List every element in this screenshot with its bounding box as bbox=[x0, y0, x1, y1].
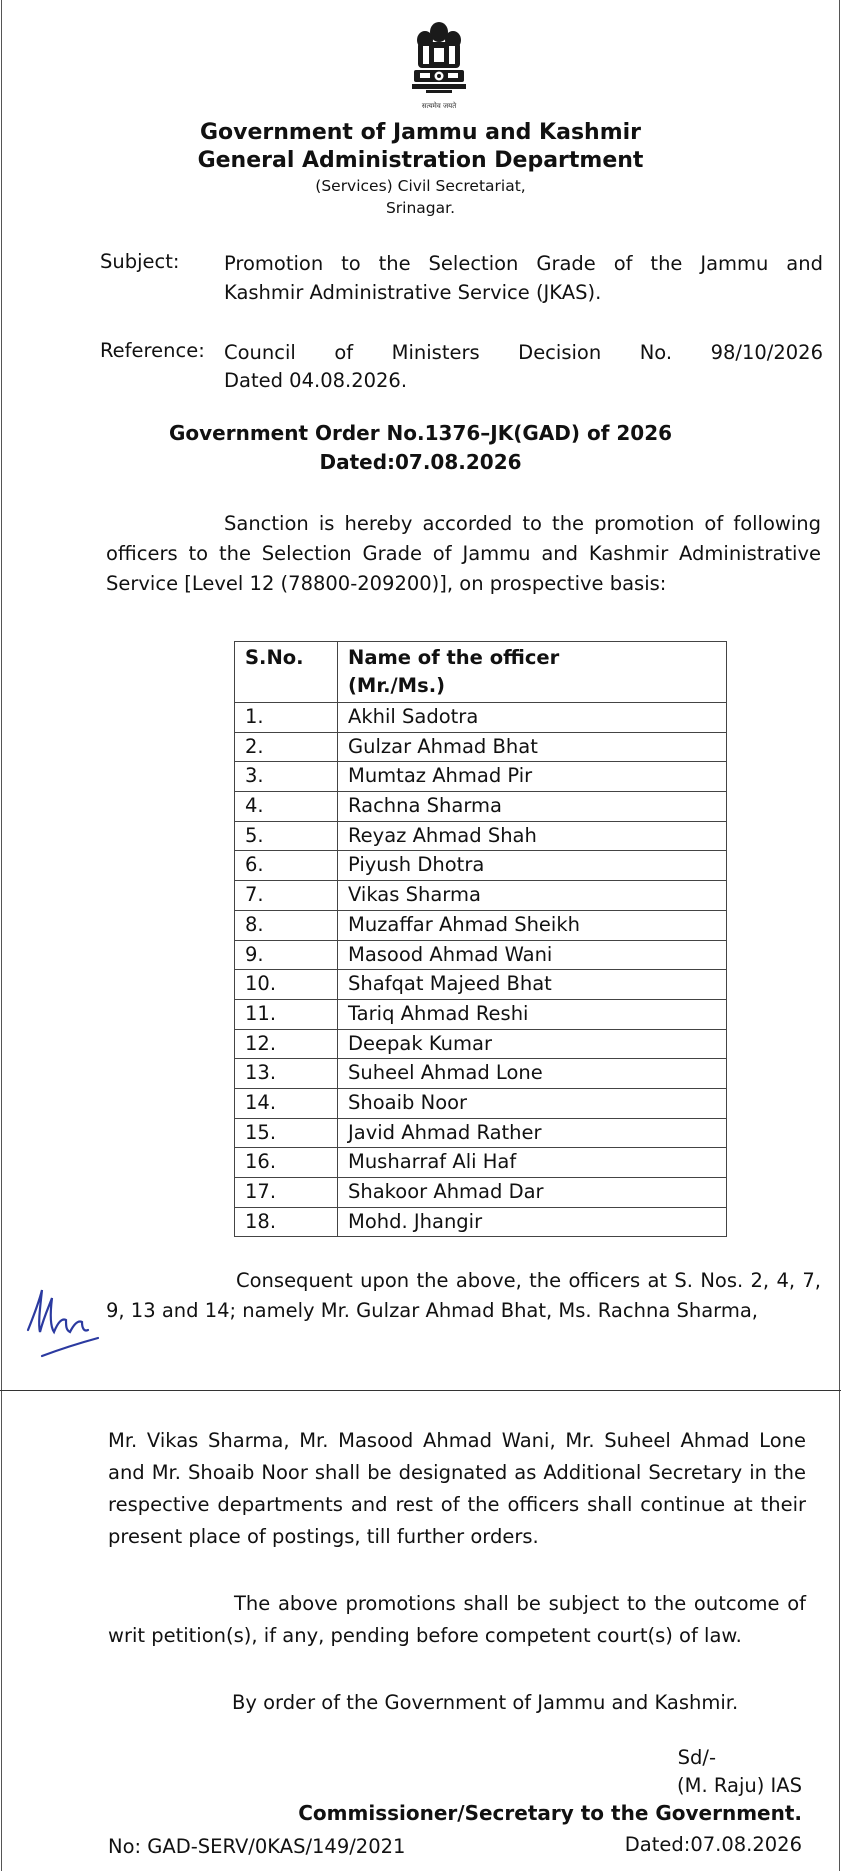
table-row bbox=[235, 940, 727, 970]
consequent-paragraph-part-2: Mr. Vikas Sharma, Mr. Masood Ahmad Wani, Mr. Suheel Ahmad Lone and Mr. Shoaib Noor shall be designated as Additional Secretary in the respective departments and rest of the officers shall continue at their present place of postings, till further orders. bbox=[108, 1429, 806, 1548]
order-title: Government Order No.1376–JK(GAD) of 2026 bbox=[168, 421, 673, 445]
table-row bbox=[235, 1148, 727, 1178]
page-edge-left bbox=[1, 0, 2, 1871]
signatory-designation: Commissioner/Secretary to the Government. bbox=[298, 1801, 802, 1825]
table-row bbox=[235, 732, 727, 762]
sno-cell: 2. bbox=[235, 732, 338, 762]
officer-name-cell: Suheel Ahmad Lone bbox=[338, 1059, 727, 1089]
officer-name-cell: Vikas Sharma bbox=[338, 881, 727, 911]
reference-line-2: Dated 04.08.2026. bbox=[224, 369, 408, 392]
government-title: Government of Jammu and Kashmir bbox=[199, 120, 642, 145]
officer-name-cell: Shakoor Ahmad Dar bbox=[338, 1178, 727, 1208]
sno-cell: 5. bbox=[235, 821, 338, 851]
reference-label: Reference: bbox=[100, 339, 205, 362]
office-name: (Services) Civil Secretariat, bbox=[315, 177, 526, 195]
officer-name-cell: Shoaib Noor bbox=[338, 1088, 727, 1118]
sno-header: S.No. bbox=[235, 642, 338, 703]
footer-date: Dated:07.08.2026 bbox=[624, 1833, 802, 1856]
name-header bbox=[338, 642, 727, 703]
sno-cell: 3. bbox=[235, 762, 338, 792]
subject-line-1: Promotion to the Selection Grade of the Jammu and bbox=[224, 252, 823, 275]
sno-cell: 18. bbox=[235, 1207, 338, 1237]
sno-cell: 16. bbox=[235, 1148, 338, 1178]
name-header-line-1: Name of the officer bbox=[348, 646, 560, 669]
officer-name-cell: Rachna Sharma bbox=[338, 792, 727, 822]
officer-name-cell: Shafqat Majeed Bhat bbox=[338, 970, 727, 1000]
sno-cell: 8. bbox=[235, 910, 338, 940]
table-row bbox=[235, 792, 727, 822]
order-number: No: GAD-SERV/0KAS/149/2021 bbox=[108, 1835, 406, 1858]
officer-name-cell: Reyaz Ahmad Shah bbox=[338, 821, 727, 851]
office-location: Srinagar. bbox=[385, 199, 456, 217]
officer-name-cell: Muzaffar Ahmad Sheikh bbox=[338, 910, 727, 940]
by-order-line: By order of the Government of Jammu and Kashmir. bbox=[232, 1691, 739, 1714]
officer-name-cell: Javid Ahmad Rather bbox=[338, 1118, 727, 1148]
sno-cell: 12. bbox=[235, 1029, 338, 1059]
sno-cell: 1. bbox=[235, 703, 338, 733]
officer-name-cell: Akhil Sadotra bbox=[338, 703, 727, 733]
table-row bbox=[235, 881, 727, 911]
sno-cell: 4. bbox=[235, 792, 338, 822]
table-header-row bbox=[235, 642, 727, 703]
reference-line-1: Council of Ministers Decision No. 98/10/2026 bbox=[224, 341, 823, 364]
emblem-motto: सत्यमेव जयते bbox=[421, 102, 457, 110]
table-row bbox=[235, 703, 727, 733]
signature-sd: Sd/- bbox=[677, 1746, 716, 1769]
officer-name-cell: Musharraf Ali Haf bbox=[338, 1148, 727, 1178]
sno-cell: 6. bbox=[235, 851, 338, 881]
table-row bbox=[235, 821, 727, 851]
sno-cell: 7. bbox=[235, 881, 338, 911]
handwritten-initials-icon bbox=[22, 1280, 102, 1372]
page-edge-right bbox=[839, 0, 840, 1871]
consequent-paragraph-part-1: Consequent upon the above, the officers at S. Nos. 2, 4, 7, 9, 13 and 14; namely Mr. Gulzar Ahmad Bhat, Ms. Rachna Sharma, bbox=[106, 1269, 821, 1322]
table-row bbox=[235, 1207, 727, 1237]
sno-cell: 13. bbox=[235, 1059, 338, 1089]
officers-table bbox=[234, 641, 727, 1237]
name-header-line-2: (Mr./Ms.) bbox=[348, 674, 446, 697]
sno-cell: 17. bbox=[235, 1178, 338, 1208]
officer-name-cell: Gulzar Ahmad Bhat bbox=[338, 732, 727, 762]
table-row bbox=[235, 1178, 727, 1208]
sanction-paragraph: Sanction is hereby accorded to the promotion of following officers to the Selection Grade of Jammu and Kashmir Administrative Service [Level 12 (78800-209200)], on prospective basis: bbox=[106, 512, 821, 595]
officer-name-cell: Deepak Kumar bbox=[338, 1029, 727, 1059]
officer-name-cell: Piyush Dhotra bbox=[338, 851, 727, 881]
sno-cell: 14. bbox=[235, 1088, 338, 1118]
signatory-name: (M. Raju) IAS bbox=[677, 1774, 802, 1797]
table-row bbox=[235, 1029, 727, 1059]
sno-cell: 10. bbox=[235, 970, 338, 1000]
officer-name-cell: Mumtaz Ahmad Pir bbox=[338, 762, 727, 792]
table-row bbox=[235, 910, 727, 940]
sno-cell: 11. bbox=[235, 999, 338, 1029]
subject-label: Subject: bbox=[100, 250, 180, 273]
subject-to-paragraph: The above promotions shall be subject to the outcome of writ petition(s), if any, pending before competent court(s) of law. bbox=[108, 1592, 806, 1647]
sno-cell: 15. bbox=[235, 1118, 338, 1148]
table-row bbox=[235, 1088, 727, 1118]
table-row bbox=[235, 851, 727, 881]
table-row bbox=[235, 1118, 727, 1148]
department-title: General Administration Department bbox=[197, 148, 644, 173]
table-row bbox=[235, 999, 727, 1029]
order-date: Dated:07.08.2026 bbox=[319, 450, 522, 474]
officer-name-cell: Tariq Ahmad Reshi bbox=[338, 999, 727, 1029]
officer-name-cell: Masood Ahmad Wani bbox=[338, 940, 727, 970]
subject-line-2: Kashmir Administrative Service (JKAS). bbox=[224, 281, 602, 304]
officer-name-cell: Mohd. Jhangir bbox=[338, 1207, 727, 1237]
table-row bbox=[235, 1059, 727, 1089]
page-break-divider bbox=[0, 1390, 841, 1391]
table-row bbox=[235, 762, 727, 792]
table-row bbox=[235, 970, 727, 1000]
sno-cell: 9. bbox=[235, 940, 338, 970]
